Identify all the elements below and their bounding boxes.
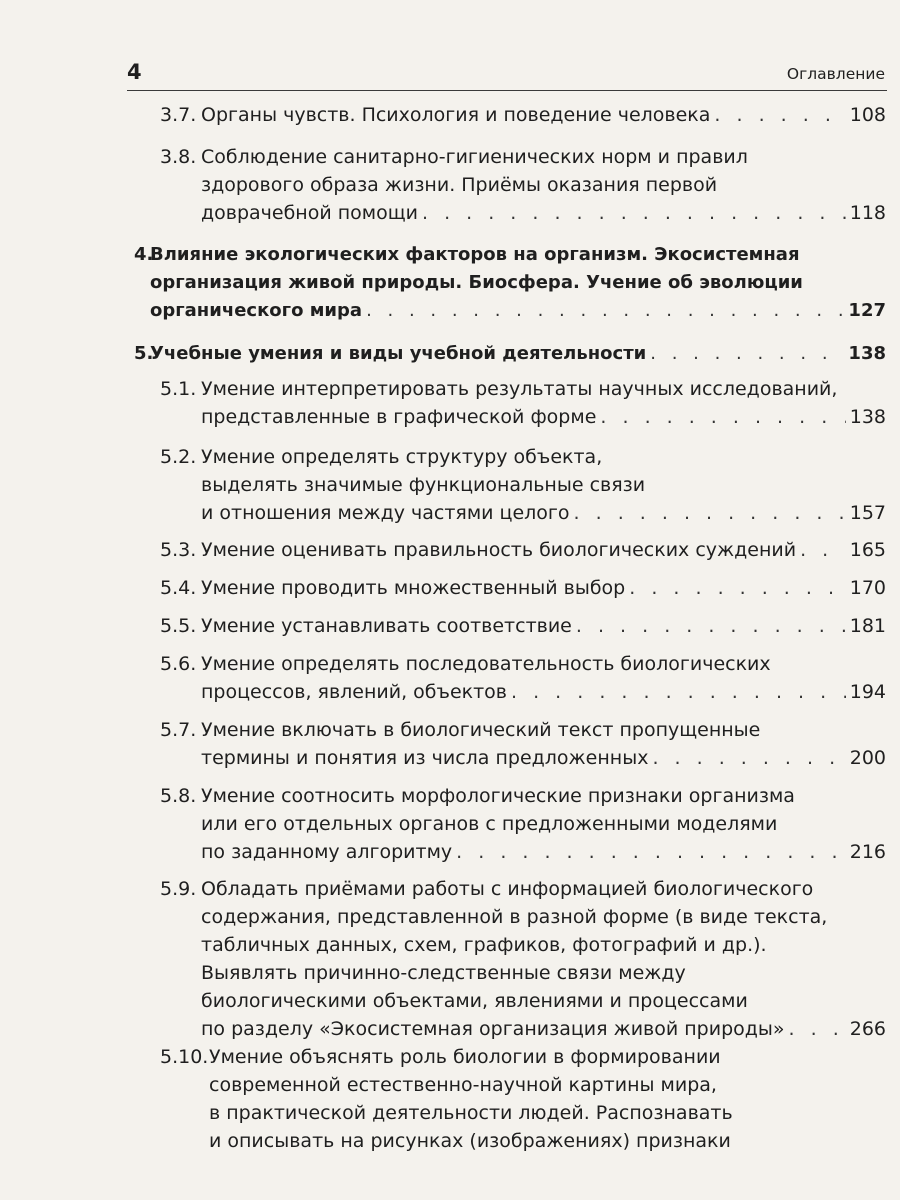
- entry-number: 5.9.: [160, 878, 197, 900]
- entry-number: 5.6.: [160, 653, 197, 675]
- dot-leader: [650, 340, 844, 368]
- entry-text: процессов, явлений, объектов: [201, 681, 508, 703]
- toc-entry-5-4[interactable]: [160, 574, 886, 602]
- toc-entry-3-7[interactable]: [160, 101, 886, 129]
- entry-text: Учебные умения и виды учебной деятельности: [150, 343, 647, 364]
- entry-page: 170: [849, 577, 886, 599]
- entry-number: 3.8.: [160, 146, 197, 168]
- entry-text: Умение интерпретировать результаты научных исследований,: [201, 378, 838, 400]
- toc-entry-5-8[interactable]: [160, 782, 886, 866]
- entry-number: 5.7.: [160, 719, 197, 741]
- entry-text: Обладать приёмами работы с информацией биологического: [201, 878, 814, 900]
- entry-number: 4.: [134, 244, 154, 265]
- entry-text: по разделу «Экосистемная организация живой природы»: [201, 1018, 785, 1040]
- toc-entry-5-5[interactable]: [160, 612, 886, 640]
- entry-number: 5.5.: [160, 615, 197, 637]
- toc-entry-5-9[interactable]: [160, 875, 886, 1043]
- entry-text: табличных данных, схем, графиков, фотографий и др.).: [201, 934, 767, 956]
- entry-text: Влияние экологических факторов на организм. Экосистемная: [150, 244, 800, 265]
- dot-leader: [574, 499, 846, 527]
- entry-text: Выявлять причинно-следственные связи между: [201, 962, 686, 984]
- entry-number: 5.2.: [160, 446, 197, 468]
- dot-leader: [800, 536, 846, 564]
- entry-text: Умение устанавливать соответствие: [201, 615, 572, 637]
- toc-chapter-5[interactable]: [134, 340, 886, 368]
- entry-text: в практической деятельности людей. Распознавать: [209, 1102, 733, 1124]
- entry-page: 165: [849, 539, 886, 561]
- dot-leader: [511, 678, 846, 706]
- toc-chapter-4[interactable]: [134, 241, 886, 325]
- entry-text: Умение определять структуру объекта,: [201, 446, 603, 468]
- entry-text: выделять значимые функциональные связи: [201, 474, 646, 496]
- entry-text: органического мира: [150, 300, 363, 321]
- entry-page: 216: [849, 841, 886, 863]
- entry-text: биологическими объектами, явлениями и процессами: [201, 990, 748, 1012]
- dot-leader: [789, 1015, 846, 1043]
- entry-text: Умение соотносить морфологические признаки организма: [201, 785, 795, 807]
- page-number: 4: [127, 60, 142, 84]
- dot-leader: [714, 101, 845, 129]
- entry-number: 5.3.: [160, 539, 197, 561]
- running-title: Оглавление: [786, 65, 885, 83]
- entry-number: 5.1.: [160, 378, 197, 400]
- entry-page: 118: [849, 202, 886, 224]
- entry-text: здорового образа жизни. Приёмы оказания первой: [201, 174, 718, 196]
- entry-text: по заданному алгоритму: [201, 841, 453, 863]
- page-header: [127, 56, 887, 91]
- entry-text: или его отдельных органов с предложенными моделями: [201, 813, 778, 835]
- toc-entry-3-8[interactable]: [160, 143, 886, 227]
- entry-text: Органы чувств. Психология и поведение человека: [201, 104, 711, 126]
- dot-leader: [366, 297, 844, 325]
- entry-text: Умение проводить множественный выбор: [201, 577, 626, 599]
- entry-page: 194: [849, 681, 886, 703]
- entry-page: 157: [849, 502, 886, 524]
- entry-page: 200: [849, 747, 886, 769]
- dot-leader: [629, 574, 845, 602]
- entry-text: и отношения между частями целого: [201, 502, 570, 524]
- entry-number: 3.7.: [160, 104, 197, 126]
- toc-entry-5-1[interactable]: [160, 375, 886, 431]
- entry-text: Умение объяснять роль биологии в формировании: [209, 1046, 721, 1068]
- dot-leader: [652, 744, 845, 772]
- entry-text: Умение определять последовательность биологических: [201, 653, 771, 675]
- entry-page: 138: [849, 406, 886, 428]
- entry-text: Соблюдение санитарно-гигиенических норм и правил: [201, 146, 748, 168]
- entry-text: доврачебной помощи: [201, 202, 418, 224]
- entry-text: Умение включать в биологический текст пропущенные: [201, 719, 761, 741]
- entry-page: 181: [849, 615, 886, 637]
- entry-text: Умение оценивать правильность биологических суждений: [201, 539, 797, 561]
- dot-leader: [576, 612, 846, 640]
- dot-leader: [422, 199, 846, 227]
- entry-number: 5.10.: [160, 1046, 209, 1068]
- entry-text: современной естественно-научной картины мира,: [209, 1074, 717, 1096]
- toc-entry-5-2[interactable]: [160, 443, 886, 527]
- entry-text: организация живой природы. Биосфера. Учение об эволюции: [150, 272, 803, 293]
- entry-text: содержания, представленной в разной форме (в виде текста,: [201, 906, 828, 928]
- entry-text: термины и понятия из числа предложенных: [201, 747, 649, 769]
- entry-page: 138: [848, 343, 886, 364]
- toc-entry-5-7[interactable]: [160, 716, 886, 772]
- entry-number: 5.8.: [160, 785, 197, 807]
- entry-page: 108: [849, 104, 886, 126]
- entry-page: 266: [849, 1018, 886, 1040]
- entry-number: 5.: [134, 343, 154, 364]
- entry-text: представленные в графической форме: [201, 406, 597, 428]
- toc-entry-5-10[interactable]: [160, 1043, 886, 1155]
- entry-text: и описывать на рисунках (изображениях) признаки: [209, 1130, 731, 1152]
- dot-leader: [456, 838, 846, 866]
- toc-entry-5-6[interactable]: [160, 650, 886, 706]
- dot-leader: [600, 403, 845, 431]
- entry-number: 5.4.: [160, 577, 197, 599]
- toc-entry-5-3[interactable]: [160, 536, 886, 564]
- entry-page: 127: [848, 300, 886, 321]
